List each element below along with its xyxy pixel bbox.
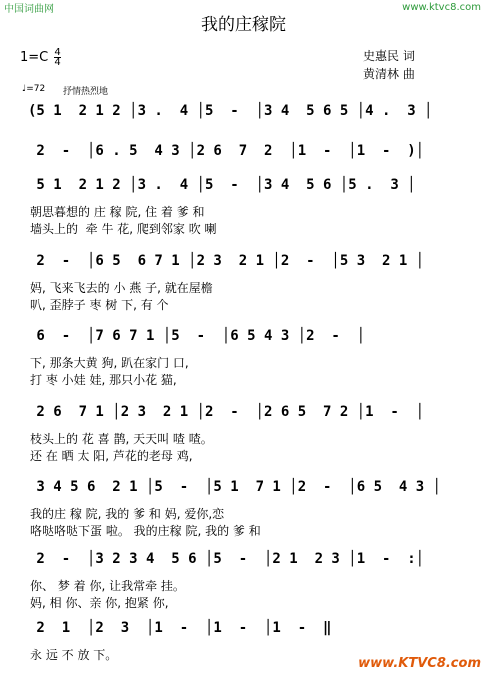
lyric-line: 咯哒咯哒下蛋 啦。 我的庄稼 院, 我的 爹 和 <box>30 524 261 538</box>
time-top: 4 <box>54 47 61 58</box>
notation-line: 2 - │6 5 6 7 1 │2 3 2 1 │2 - │5 3 2 1 │ <box>28 253 425 269</box>
lyric-line: 枝头上的 花 喜 鹊, 天天叫 喳 喳。 <box>30 432 213 446</box>
lyric-line: 妈, 相 你、亲 你, 抱紧 你, <box>30 596 169 610</box>
lyric-line: 还 在 晒 太 阳, 芦花的老母 鸡, <box>30 449 193 463</box>
lyric-line: 打 枣 小娃 娃, 那只小花 猫, <box>30 373 177 387</box>
key-signature <box>20 48 61 67</box>
lyric-line: 我的庄 稼 院, 我的 爹 和 妈, 爱你,恋 <box>30 507 225 521</box>
site-url-top-right: www.ktvc8.com <box>402 2 481 13</box>
time-signature <box>54 48 60 67</box>
notation-line: 3 4 5 6 2 1 │5 - │5 1 7 1 │2 - │6 5 4 3 │ <box>28 479 442 495</box>
time-bottom: 4 <box>54 57 61 68</box>
notation-line: (5 1 2 1 2 │3 . 4 │5 - │3 4 5 6 5 │4 . 3 │ <box>28 103 433 119</box>
lyricist-credit: 史惠民 词 <box>363 49 415 63</box>
notation-line: 6 - │7 6 7 1 │5 - │6 5 4 3 │2 - │ <box>28 328 366 344</box>
notation-line: 2 - │3 2 3 4 5 6 │5 - │2 1 2 3 │1 - :│ <box>28 551 425 567</box>
lyric-line: 墙头上的 牵 牛 花, 爬到邻家 吹 喇 <box>30 222 217 236</box>
site-name-top-left: 中国词曲网 <box>4 4 54 15</box>
expression-marking: 抒情热烈地 <box>63 87 109 97</box>
lyric-line: 叭, 歪脖子 枣 树 下, 有 个 <box>30 298 169 312</box>
notation-line: 2 6 7 1 │2 3 2 1 │2 - │2 6 5 7 2 │1 - │ <box>28 404 425 420</box>
song-title: 我的庄稼院 <box>201 15 286 35</box>
lyric-line: 永 远 不 放 下。 <box>30 648 118 662</box>
footer-watermark: www.KTVC8.com <box>358 656 481 671</box>
lyric-line: 妈, 飞来飞去的 小 燕 子, 就在屋檐 <box>30 281 213 295</box>
notation-line: 2 1 │2 3 │1 - │1 - │1 - ‖ <box>28 620 332 636</box>
lyric-line: 下, 那条大黄 狗, 趴在家门 口, <box>30 356 189 370</box>
notation-line: 2 - │6 . 5 4 3 │2 6 7 2 │1 - │1 - )│ <box>28 143 425 159</box>
composer-credit: 黄清林 曲 <box>363 67 415 81</box>
key-text: 1=C <box>20 50 49 65</box>
lyric-line: 你、 梦 着 你, 让我常牵 挂。 <box>30 579 185 593</box>
tempo-marking: ♩=72 <box>22 84 46 94</box>
lyric-line: 朝思暮想的 庄 稼 院, 住 着 爹 和 <box>30 205 205 219</box>
notation-line: 5 1 2 1 2 │3 . 4 │5 - │3 4 5 6 │5 . 3 │ <box>28 177 416 193</box>
